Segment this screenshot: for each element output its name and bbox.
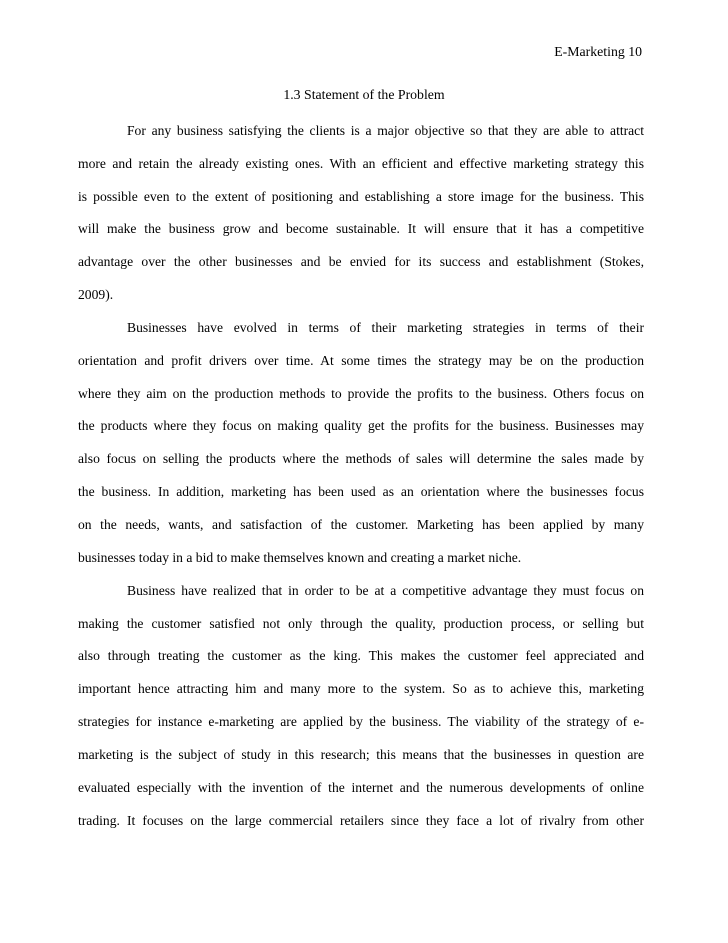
paragraph-1-line-1: For any business satisfying the clients is a major objective so that they are able to attract — [127, 123, 644, 138]
paragraph-2-line-4: the products where they focus on making quality get the profits for the business. Businesses may — [78, 418, 644, 433]
paragraph-3-line-8: trading. It focuses on the large commercial retailers since they face a lot of rivalry from other — [78, 813, 644, 828]
paragraph-2-line-1: Businesses have evolved in terms of their marketing strategies in terms of their — [127, 320, 644, 335]
paragraph-3-line-4: important hence attracting him and many more to the system. So as to achieve this, marketing — [78, 681, 644, 696]
paragraph-2-line-7: on the needs, wants, and satisfaction of the customer. Marketing has been applied by many — [78, 517, 644, 532]
paragraph-1-line-4: will make the business grow and become sustainable. It will ensure that it has a competitive — [78, 221, 644, 236]
paragraph-2-line-6: the business. In addition, marketing has been used as an orientation where the businesses focus — [78, 484, 644, 499]
paragraph-1-line-3: is possible even to the extent of positioning and establishing a store image for the business. This — [78, 189, 644, 204]
paragraph-2-line-8: businesses today in a bid to make themselves known and creating a market niche. — [78, 550, 522, 565]
paragraph-3-line-3: also through treating the customer as the king. This makes the customer feel appreciated and — [78, 648, 644, 663]
paragraph-3-line-1: Business have realized that in order to be at a competitive advantage they must focus on — [127, 583, 644, 598]
paragraph-3-line-7: evaluated especially with the invention of the internet and the numerous developments of online — [78, 780, 644, 795]
paragraph-3-line-5: strategies for instance e-marketing are applied by the business. The viability of the strategy of e- — [78, 714, 644, 729]
paragraph-1-line-6: 2009). — [78, 287, 114, 302]
paragraph-1-line-5: advantage over the other businesses and be envied for its success and establishment (Stokes, — [78, 254, 644, 269]
paragraph-3-line-2: making the customer satisfied not only through the quality, production process, or selling but — [78, 616, 644, 631]
section-heading: 1.3 Statement of the Problem — [283, 87, 445, 102]
running-header: E-Marketing 10 — [554, 44, 642, 59]
paragraph-2-line-5: also focus on selling the products where the methods of sales will determine the sales made by — [78, 451, 644, 466]
paragraph-2-line-2: orientation and profit drivers over time. At some times the strategy may be on the production — [78, 353, 644, 368]
paragraph-2-line-3: where they aim on the production methods to provide the profits to the business. Others focus on — [78, 386, 644, 401]
paragraph-1-line-2: more and retain the already existing ones. With an efficient and effective marketing strategy this — [78, 156, 644, 171]
paragraph-3-line-6: marketing is the subject of study in this research; this means that the businesses in question are — [78, 747, 644, 762]
